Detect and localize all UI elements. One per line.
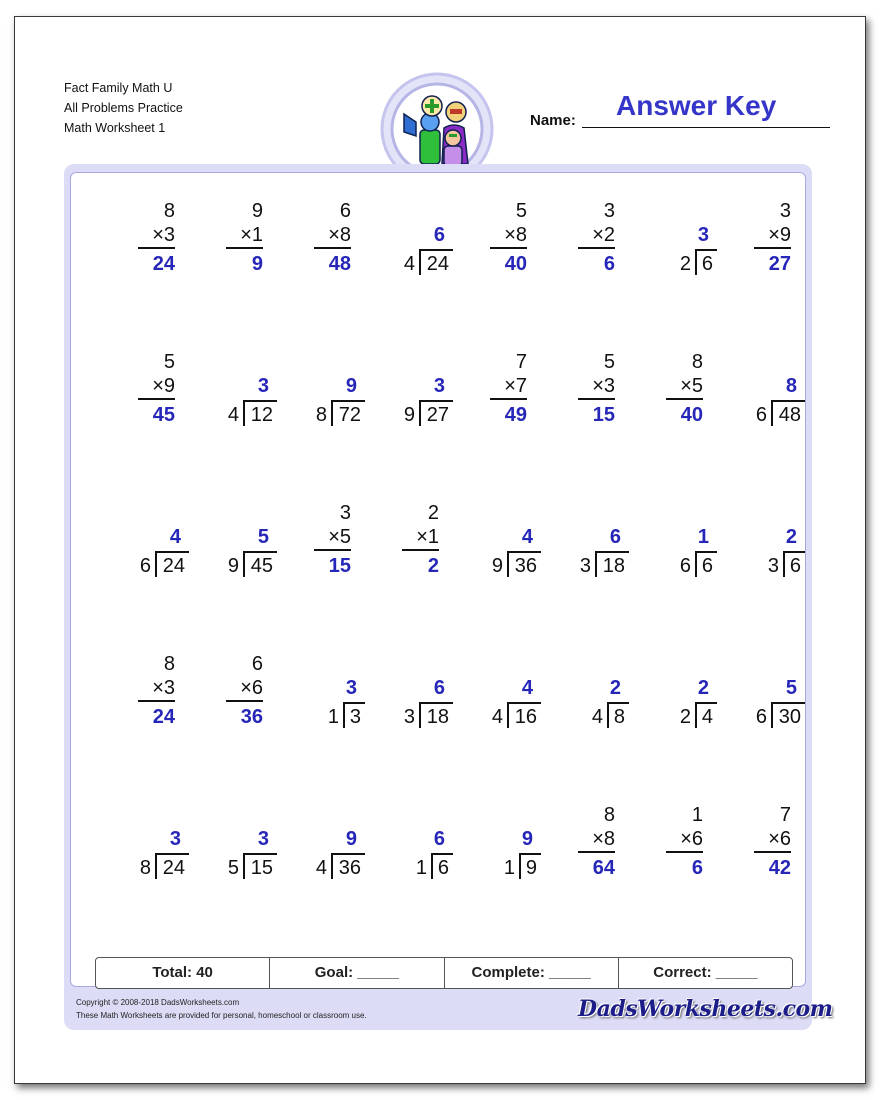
division-bracket-side [243,400,245,426]
answer: 15 [328,555,351,577]
division-problem [455,803,541,889]
answer: 6 [603,253,615,275]
division-problem [719,501,805,587]
multiplicand: 6 [251,653,263,675]
quotient-answer: 6 [609,526,621,548]
multiplicand: 1 [691,804,703,826]
usage-notice: These Math Worksheets are provided for personal, homeschool or classroom use. [76,1011,367,1020]
division-bracket-side [431,853,433,879]
dividend: 6 [789,555,801,577]
division-bracket-top [419,249,453,251]
division-bracket-top [243,551,277,553]
multiplicand: 8 [691,351,703,373]
division-bracket-side [771,702,773,728]
answer: 24 [152,706,175,728]
multiplication-problem [103,350,189,436]
division-bracket-side [343,702,345,728]
dividend: 48 [778,404,801,426]
multiplier: ×3 [578,374,615,400]
multiplicand: 3 [603,200,615,222]
name-label: Name: [530,112,576,129]
dividend: 36 [514,555,537,577]
division-bracket-top [519,853,541,855]
answer: 45 [152,404,175,426]
division-problem [279,652,365,738]
worksheet-title: Fact Family Math U [64,81,173,95]
division-problem [719,350,805,436]
problem-area [70,172,806,987]
multiplication-problem [455,350,541,436]
division-bracket-side [519,853,521,879]
multiplicand: 5 [163,351,175,373]
division-bracket-top [783,551,805,553]
division-problem [543,652,629,738]
multiplicand: 5 [515,200,527,222]
division-bracket-top [155,551,189,553]
quotient-answer: 1 [697,526,709,548]
multiplication-problem [543,803,629,889]
divisor: 9 [227,555,239,577]
division-bracket-side [507,551,509,577]
quotient-answer: 9 [345,375,357,397]
multiplier: ×8 [578,827,615,853]
division-bracket-side [243,853,245,879]
quotient-answer: 9 [345,828,357,850]
dividend: 6 [701,253,713,275]
multiplicand: 7 [779,804,791,826]
division-problem [631,199,717,285]
divisor: 1 [503,857,515,879]
quotient-answer: 6 [433,224,445,246]
dividend: 3 [349,706,361,728]
division-bracket-top [607,702,629,704]
division-problem [191,350,277,436]
answer: 48 [328,253,351,275]
dividend: 18 [426,706,449,728]
division-bracket-top [243,853,277,855]
division-bracket-side [419,702,421,728]
divisor: 9 [403,404,415,426]
answer: 27 [768,253,791,275]
divisor: 4 [315,857,327,879]
division-bracket-side [595,551,597,577]
answer: 40 [504,253,527,275]
quotient-answer: 3 [345,677,357,699]
multiplier: ×8 [314,223,351,249]
division-bracket-side [331,400,333,426]
divisor: 2 [679,706,691,728]
quotient-answer: 5 [785,677,797,699]
division-bracket-side [695,702,697,728]
division-problem [455,501,541,587]
divisor: 3 [579,555,591,577]
quotient-answer: 3 [169,828,181,850]
divisor: 6 [755,404,767,426]
answer: 6 [691,857,703,879]
quotient-answer: 3 [257,828,269,850]
dividend: 36 [338,857,361,879]
division-bracket-top [695,249,717,251]
division-bracket-top [431,853,453,855]
divisor: 5 [227,857,239,879]
dividend: 9 [525,857,537,879]
multiplication-problem [191,199,277,285]
multiplicand: 9 [251,200,263,222]
division-problem [367,803,453,889]
answer: 64 [592,857,615,879]
division-bracket-side [771,400,773,426]
multiplier: ×3 [138,223,175,249]
division-bracket-top [331,853,365,855]
division-bracket-side [607,702,609,728]
division-bracket-top [419,702,453,704]
division-bracket-top [343,702,365,704]
division-problem [367,350,453,436]
division-bracket-side [419,249,421,275]
quotient-answer: 2 [697,677,709,699]
score-box [95,957,793,989]
multiplication-problem [631,350,717,436]
worksheet-header [64,78,183,138]
multiplier: ×3 [138,676,175,702]
division-bracket-side [155,853,157,879]
divisor: 4 [403,253,415,275]
quotient-answer: 3 [433,375,445,397]
dividend: 18 [602,555,625,577]
division-bracket-top [507,702,541,704]
multiplier: ×5 [666,374,703,400]
divisor: 6 [755,706,767,728]
quotient-answer: 8 [785,375,797,397]
divisor: 8 [139,857,151,879]
multiplier: ×9 [138,374,175,400]
divisor: 3 [403,706,415,728]
dividend: 15 [250,857,273,879]
dividend: 24 [162,555,185,577]
multiplication-problem [631,803,717,889]
multiplication-problem [543,199,629,285]
multiplicand: 7 [515,351,527,373]
dividend: 24 [426,253,449,275]
multiplier: ×8 [490,223,527,249]
division-problem [631,652,717,738]
worksheet-subtitle: All Problems Practice [64,101,183,115]
division-bracket-top [771,400,805,402]
multiplicand: 3 [779,200,791,222]
division-bracket-top [243,400,277,402]
division-bracket-top [155,853,189,855]
multiplication-problem [543,350,629,436]
quotient-answer: 9 [521,828,533,850]
dividend: 27 [426,404,449,426]
division-problem [455,652,541,738]
multiplication-problem [367,501,453,587]
multiplication-problem [719,803,805,889]
quotient-answer: 5 [257,526,269,548]
answer: 36 [240,706,263,728]
divisor: 4 [591,706,603,728]
answer: 42 [768,857,791,879]
score-complete[interactable]: Complete: _____ [445,958,619,988]
division-bracket-top [695,702,717,704]
dividend: 4 [701,706,713,728]
division-problem [543,501,629,587]
division-bracket-side [507,702,509,728]
answer-key-title: Answer Key [616,90,777,121]
multiplication-problem [103,199,189,285]
name-field[interactable] [530,88,832,132]
answer: 24 [152,253,175,275]
multiplication-problem [191,652,277,738]
multiplier: ×6 [226,676,263,702]
multiplicand: 5 [603,351,615,373]
divisor: 6 [679,555,691,577]
quotient-answer: 6 [433,677,445,699]
multiplier: ×1 [226,223,263,249]
name-underline [582,127,830,128]
multiplication-problem [455,199,541,285]
dividend: 6 [701,555,713,577]
divisor: 4 [491,706,503,728]
division-bracket-top [331,400,365,402]
score-correct[interactable]: Correct: _____ [653,964,758,981]
division-bracket-top [695,551,717,553]
footer-copyright [76,996,367,1022]
divisor: 1 [415,857,427,879]
division-bracket-top [507,551,541,553]
answer: 9 [251,253,263,275]
division-bracket-side [419,400,421,426]
multiplier: ×6 [666,827,703,853]
multiplication-problem [279,501,365,587]
dividend: 30 [778,706,801,728]
answer: 40 [680,404,703,426]
division-bracket-top [595,551,629,553]
quotient-answer: 4 [521,677,533,699]
division-bracket-top [771,702,805,704]
quotient-answer: 2 [609,677,621,699]
quotient-answer: 4 [169,526,181,548]
division-problem [279,803,365,889]
multiplication-problem [103,652,189,738]
division-problem [719,652,805,738]
division-problem [191,501,277,587]
division-bracket-side [155,551,157,577]
division-problem [279,350,365,436]
multiplier: ×5 [314,525,351,551]
division-bracket-side [695,551,697,577]
division-problem [103,501,189,587]
multiplier: ×1 [402,525,439,551]
problem-frame [64,164,812,1030]
answer: 49 [504,404,527,426]
divisor: 4 [227,404,239,426]
multiplier: ×2 [578,223,615,249]
division-bracket-side [695,249,697,275]
score-total: Total: 40 [96,958,270,988]
quotient-answer: 3 [257,375,269,397]
multiplication-problem [719,199,805,285]
dividend: 45 [250,555,273,577]
copyright-text: Copyright © 2008-2018 DadsWorksheets.com [76,998,240,1007]
division-bracket-side [331,853,333,879]
divisor: 6 [139,555,151,577]
division-problem [631,501,717,587]
answer: 15 [592,404,615,426]
quotient-answer: 2 [785,526,797,548]
division-problem [367,652,453,738]
multiplicand: 3 [339,502,351,524]
quotient-answer: 6 [433,828,445,850]
multiplier: ×9 [754,223,791,249]
division-bracket-top [419,400,453,402]
dividend: 6 [437,857,449,879]
dividend: 8 [613,706,625,728]
quotient-answer: 4 [521,526,533,548]
dividend: 24 [162,857,185,879]
multiplication-problem [279,199,365,285]
brand-logo[interactable]: DadsWorksheets.com [578,996,833,1022]
multiplier: ×6 [754,827,791,853]
division-problem [191,803,277,889]
multiplicand: 8 [163,653,175,675]
divisor: 3 [767,555,779,577]
multiplicand: 8 [163,200,175,222]
dividend: 16 [514,706,537,728]
dividend: 72 [338,404,361,426]
worksheet-number: Math Worksheet 1 [64,121,166,135]
divisor: 1 [327,706,339,728]
division-bracket-side [243,551,245,577]
quotient-answer: 3 [697,224,709,246]
division-bracket-side [783,551,785,577]
multiplicand: 6 [339,200,351,222]
division-problem [367,199,453,285]
dividend: 12 [250,404,273,426]
multiplier: ×7 [490,374,527,400]
score-goal[interactable]: Goal: _____ [270,958,444,988]
divisor: 2 [679,253,691,275]
multiplicand: 2 [427,502,439,524]
answer: 2 [427,555,439,577]
divisor: 9 [491,555,503,577]
division-problem [103,803,189,889]
multiplicand: 8 [603,804,615,826]
divisor: 8 [315,404,327,426]
